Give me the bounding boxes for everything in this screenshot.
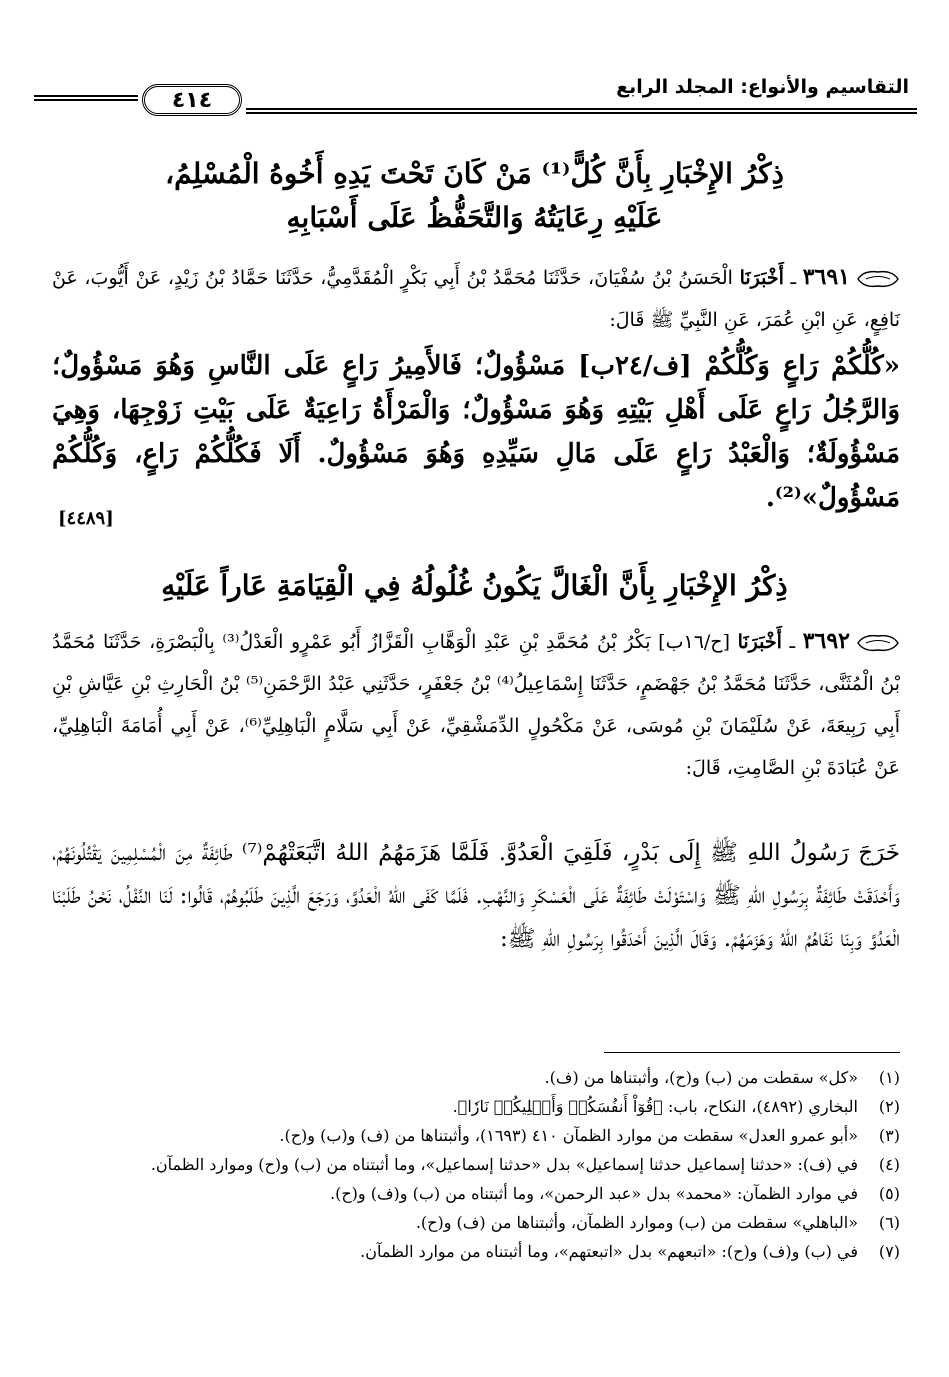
chapter-title-1-line-1: ذِكْرُ الإِخْبَارِ بِأَنَّ كُلًّ⁽¹⁾ مَنْ كَانَ تَحْتَ يَدِهِ أَخُوهُ الْمُسْلِمُ، xyxy=(165,157,784,190)
hadith-3692-isnad: ٣٦٩٢ ـ أَخْبَرَنَا [ح/١٦ب] بَكْرُ بْنُ مُحَمَّدِ بْنِ عَبْدِ الْوَهَّابِ الْقَزَّازُ أَبُو عَمْرٍو الْعَدْلُ⁽³⁾ بِالْبَصْرَةِ، حَدَّثَنَا مُحَمَّدُ بْنُ الْمُثَنَّى، حَدَّثَنَا مُحَمَّدُ بْنُ جَهْضَمٍ، حَدَّثَنَا إِسْمَاعِيلُ⁽⁴⁾ بْنُ جَعْفَرٍ، حَدَّثَنِي عَبْدُ الرَّحْمَنِ⁽⁵⁾ بْنُ الْحَارِثِ بْنِ عَيَّاشِ بْنِ أَبِي رَبِيعَةَ، عَنْ سُلَيْمَانَ بْنِ مُوسَى، عَنْ مَكْحُولٍ الدِّمَشْقِيِّ، عَنْ أَبِي سَلَّامٍ الْبَاهِلِيِّ⁽⁶⁾، عَنْ أَبِي أُمَامَةَ الْبَاهِلِيِّ، عَنْ عُبَادَةَ بْنِ الصَّامِتِ، قَالَ: xyxy=(52,628,900,779)
footnote-number: (٢) xyxy=(878,1097,900,1116)
header-rule xyxy=(246,108,917,114)
footnote-number: (١) xyxy=(878,1068,900,1087)
footnote-number: (٦) xyxy=(878,1213,900,1232)
footnote-text: «كل» سقطت من (ب) و(ح)، وأثبتناها من (ف). xyxy=(544,1068,858,1087)
footnote xyxy=(48,1151,900,1179)
footnote-number: (٧) xyxy=(878,1242,900,1261)
footnote-number: (٤) xyxy=(878,1155,900,1174)
akhbarana-label: أَخْبَرَنَا xyxy=(737,631,782,653)
footnote-text: في (ف): «حدثنا إسماعيل حدثنا إسماعيل» بدل «حدثنا إسماعيل»، وما أثبتناه من (ب) و(ح) وموارد الظمآن. xyxy=(150,1155,858,1174)
page-header xyxy=(34,72,917,112)
footnote xyxy=(48,1180,900,1208)
hadith-3692-narrative: خَرَجَ رَسُولُ اللهِ ﷺ إِلَى بَدْرٍ، فَلَقِيَ الْعَدُوَّ. فَلَمَّا هَزَمَهُمُ اللهُ اتَّبَعَتْهُمْ⁽⁷⁾ طَائِفَةٌ مِنَ الْمُسْلِمِينَ يَقْتُلُونَهُمْ، وَأَحْدَقَتْ طَائِفَةٌ بِرَسُولِ اللهِ ﷺ وَاسْتَوْلَتْ طَائِفَةٌ عَلَى الْعَسْكَرِ وَالنَّهْبِ. فَلَمَّا كَفَى اللهُ الْعَدُوَّ، وَرَجَعَ الَّذِينَ طَلَبُوهُمْ، قَالُوا: لَنَا النَّفْلُ، نَحْنُ طَلَبْنَا الْعَدُوَّ وَبِنَا نَفَاهُمُ اللهُ وَهَزَمَهُمْ. وَقَالَ الَّذِينَ أَحْدَقُوا بِرَسُولِ اللهِ ﷺ: xyxy=(52,840,900,952)
footnote-number: (٣) xyxy=(878,1126,900,1145)
hadith-number: ٣٦٩١ xyxy=(802,264,850,290)
footnote-text: «أبو عمرو العدل» سقطت من موارد الظمآن ٤١٠ (١٦٩٣)، وأثبتناها من (ف) و(ب) و(ح). xyxy=(279,1126,858,1145)
footnote-text: «الباهلي» سقطت من (ب) وموارد الظمآن، وأثبتناها من (ف) و(ح). xyxy=(415,1213,858,1232)
akhbarana-ornament-icon xyxy=(856,268,900,290)
footnote-text: في (ب) و(ف) و(ح): «اتبعهم» بدل «اتبعتهم»، وما أثبتناه من موارد الظمآن. xyxy=(360,1242,858,1261)
footnote xyxy=(48,1093,900,1121)
chapter-title-2: ذِكْرُ الإِخْبَارِ بِأَنَّ الْغَالَّ يَكُونُ غُلُولُهُ فِي الْقِيَامَةِ عَاراً عَلَيْهِ xyxy=(161,569,788,602)
isnad-text: الْحَسَنُ بْنُ سُفْيَانَ، حَدَّثَنَا مُحَمَّدُ بْنُ أَبِي بَكْرٍ الْمُقَدَّمِيُّ، حَدَّثَنَا حَمَّادُ بْنُ زَيْدٍ، عَنْ أَيُّوبَ، عَنْ نَافِعٍ، عَنِ ابْنِ عُمَرَ، عَنِ النَّبِيِّ ﷺ قَالَ: xyxy=(52,267,900,331)
akhbarana-label: أَخْبَرَنَا xyxy=(739,267,784,289)
page-number: ٤١٤ xyxy=(142,84,242,116)
footnote xyxy=(48,1209,900,1237)
running-title: التقاسيم والأنواع: المجلد الرابع xyxy=(616,76,909,98)
hadith-3691-matn: «كُلُّكُمْ رَاعٍ وَكُلُّكُمْ [ف/٢٤ب] مَسْؤُولٌ؛ فَالأَمِيرُ رَاعٍ عَلَى النَّاسِ وَهُوَ مَسْؤُولٌ؛ وَالرَّجُلُ رَاعٍ عَلَى أَهْلِ بَيْتِهِ وَهُوَ مَسْؤُولٌ؛ وَالْمَرْأَةُ رَاعِيَةٌ عَلَى بَيْتِ زَوْجِهَا، وَهِيَ مَسْؤُولَةٌ؛ وَالْعَبْدُ رَاعٍ عَلَى مَالِ سَيِّدِهِ وَهُوَ مَسْؤُولٌ. أَلَا فَكُلُّكُمْ رَاعٍ، وَكُلُّكُمْ مَسْؤُولٌ»⁽²⁾. xyxy=(52,351,900,513)
isnad-text: [ح/١٦ب] بَكْرُ بْنُ مُحَمَّدِ بْنِ عَبْدِ الْوَهَّابِ الْقَزَّازُ أَبُو عَمْرٍو الْعَدْلُ⁽³⁾ بِالْبَصْرَةِ، حَدَّثَنَا مُحَمَّدُ بْنُ الْمُثَنَّى، حَدَّثَنَا مُحَمَّدُ بْنُ جَهْضَمٍ، حَدَّثَنَا إِسْمَاعِيلُ⁽⁴⁾ بْنُ جَعْفَرٍ، حَدَّثَنِي عَبْدُ الرَّحْمَنِ⁽⁵⁾ بْنُ الْحَارِثِ بْنِ عَيَّاشِ بْنِ أَبِي رَبِيعَةَ، عَنْ سُلَيْمَانَ بْنِ مُوسَى، عَنْ مَكْحُولٍ الدِّمَشْقِيِّ، عَنْ أَبِي سَلَّامٍ الْبَاهِلِيِّ⁽⁶⁾، عَنْ أَبِي أُمَامَةَ الْبَاهِلِيِّ، عَنْ عُبَادَةَ بْنِ الصَّامِتِ، قَالَ: xyxy=(52,631,900,779)
hadith-3691-isnad: ٣٦٩١ ـ أَخْبَرَنَا الْحَسَنُ بْنُ سُفْيَانَ، حَدَّثَنَا مُحَمَّدُ بْنُ أَبِي بَكْرٍ الْمُقَدَّمِيُّ، حَدَّثَنَا حَمَّادُ بْنُ زَيْدٍ، عَنْ أَيُّوبَ، عَنْ نَافِعٍ، عَنِ ابْنِ عُمَرَ، عَنِ النَّبِيِّ ﷺ قَالَ: xyxy=(52,264,900,331)
header-rule xyxy=(34,95,138,101)
footnote-text: في موارد الظمآن: «محمد» بدل «عبد الرحمن»، وما أثبتناه من (ب) و(ف) و(ح). xyxy=(330,1184,858,1203)
hadith-reference: [٤٤٨٩] xyxy=(58,508,114,529)
chapter-title-1-line-2: عَلَيْهِ رِعَايَتُهُ وَالتَّحَفُّظُ عَلَى أَسْبَابِهِ xyxy=(286,201,663,234)
footnote xyxy=(48,1122,900,1150)
hadith-number: ٣٦٩٢ xyxy=(802,628,850,654)
footnote-separator xyxy=(604,1052,900,1053)
footnote xyxy=(48,1238,900,1266)
footnote xyxy=(48,1064,900,1092)
footnotes xyxy=(48,1064,900,1267)
akhbarana-ornament-icon xyxy=(856,632,900,654)
footnote-text: البخاري (٤٨٩٢)، النكاح، باب: ﴿قُوٓاْ أَنفُسَكُمۡ وَأَهۡلِيكُمۡ نَارٗا﴾. xyxy=(452,1097,858,1116)
footnote-number: (٥) xyxy=(878,1184,900,1203)
